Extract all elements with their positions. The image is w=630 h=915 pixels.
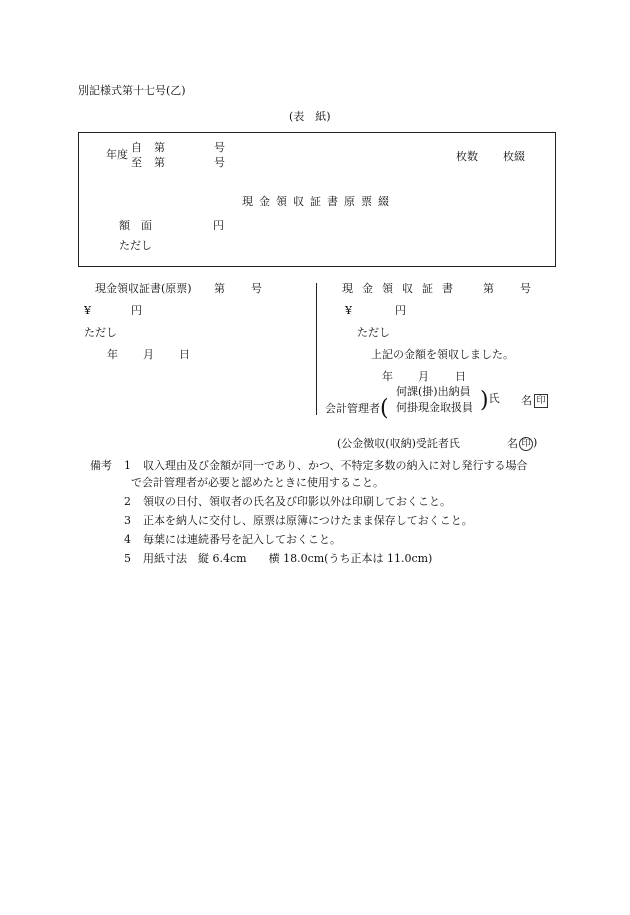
- receipt-hi: 日: [455, 370, 466, 383]
- consignee-close: ): [533, 436, 538, 449]
- shuno-line-2: 何掛現金取扱員: [396, 401, 473, 414]
- note-4-text: 毎葉には連続番号を記入しておくこと。: [143, 533, 341, 546]
- consignee-na: 名: [507, 437, 518, 450]
- stub-tadashi: ただし: [84, 326, 117, 339]
- shuno-line-1: 何課(掛)出納員: [396, 385, 471, 398]
- stub-tsuki: 月: [143, 348, 154, 361]
- note-3-text: 正本を納人に交付し、原票は原簿につけたまま保存しておくこと。: [143, 514, 473, 527]
- shi-text: 氏: [488, 392, 500, 405]
- ji-label: 自: [131, 141, 142, 154]
- open-paren: (: [380, 396, 389, 421]
- form-number: 別記様式第十七号(乙): [78, 84, 186, 97]
- seal-box: [534, 394, 548, 408]
- receipt-title: 現金領収証書: [342, 282, 462, 295]
- stub-go: 号: [251, 282, 262, 295]
- cover-title: 現金領収証書原票綴: [242, 195, 395, 208]
- notes-label: 備考: [90, 459, 112, 472]
- itaru-label: 至: [131, 156, 142, 169]
- maisu-label: 枚数: [456, 150, 478, 163]
- stub-nen: 年: [107, 348, 118, 361]
- note-1-num: 1: [124, 459, 131, 472]
- note-1-cont: で会計管理者が必要と認めたときに使用すること。: [131, 476, 384, 489]
- nendo-label: 年度: [106, 148, 128, 161]
- receipt-statement: 上記の金額を領収しました。: [371, 348, 514, 361]
- receipt-tadashi: ただし: [357, 326, 390, 339]
- kaikei-text: 会計管理者: [325, 402, 380, 415]
- dai-label-2: 第: [154, 156, 165, 169]
- maitsuzuri-label: 枚綴: [503, 150, 525, 163]
- note-2-text: 領収の日付、領収者の氏名及び印影以外は印刷しておくこと。: [143, 495, 451, 508]
- stub-yen-mark: ¥: [84, 304, 91, 317]
- consignee-seal: [519, 437, 537, 451]
- consignee-label: (公金徴収(収納)受託者氏: [337, 437, 460, 450]
- stub-en: 円: [131, 304, 142, 317]
- shi-label: [480, 390, 500, 412]
- seal-circle-icon: 印: [519, 437, 533, 451]
- cover-tadashi: ただし: [119, 239, 152, 252]
- receipt-en: 円: [395, 304, 406, 317]
- na-label: 名: [521, 394, 532, 407]
- perforation-line: [316, 283, 317, 415]
- cover-en-label: 円: [213, 219, 224, 232]
- note-5-num: 5: [124, 552, 131, 565]
- gakumen-label: 額 面: [119, 219, 152, 232]
- note-3-num: 3: [124, 514, 131, 527]
- note-4-num: 4: [124, 533, 131, 546]
- seal-icon: 印: [534, 394, 548, 408]
- go-label-1: 号: [214, 141, 225, 154]
- receipt-go: 号: [520, 282, 531, 295]
- stub-dai: 第: [214, 282, 225, 295]
- close-paren: ): [480, 388, 489, 413]
- cover-heading: (表 紙): [289, 110, 331, 123]
- receipt-dai: 第: [483, 282, 494, 295]
- note-5-text: 用紙寸法 縦 6.4cm 横 18.0cm(うち正本は 11.0cm): [143, 552, 433, 565]
- receipt-yen-mark: ¥: [345, 304, 352, 317]
- stub-hi: 日: [179, 348, 190, 361]
- receipt-nen: 年: [382, 370, 393, 383]
- note-1-text: 収入理由及び金額が同一であり、かつ、不特定多数の納入に対し発行する場合: [143, 459, 528, 472]
- go-label-2: 号: [214, 156, 225, 169]
- dai-label-1: 第: [154, 141, 165, 154]
- kaikei-label: [325, 395, 389, 421]
- receipt-tsuki: 月: [418, 370, 429, 383]
- stub-title: 現金領収証書(原票): [95, 282, 192, 295]
- note-2-num: 2: [124, 495, 131, 508]
